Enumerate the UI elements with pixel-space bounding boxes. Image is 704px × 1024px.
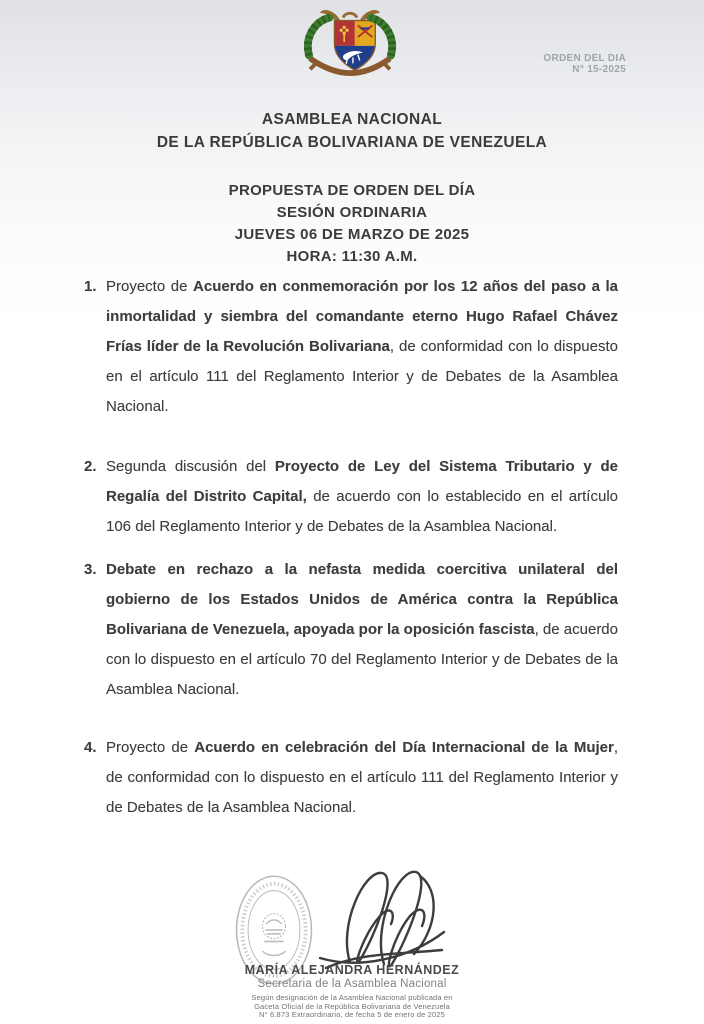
- agenda-item-text: Debate en rechazo a la nefasta medida coercitiva unilateral del gobierno de los Estados Unidos de América contra la República Bolivariana de Venezuela, apoyada por la oposición fascista, de acuerdo con lo dispuesto en el artículo 70 del Reglamento Interior y de Debates de la Asamblea Nacional.: [106, 561, 618, 698]
- session-date: JUEVES 06 DE MARZO DE 2025: [234, 226, 470, 243]
- agenda-item-text: Proyecto de Acuerdo en celebración del Día Internacional de la Mujer, de conformidad con lo dispuesto en el artículo 111 del Reglamento Interior y de Debates de la Asamblea Nacional.: [106, 739, 618, 816]
- doc-reference-number: N° 15-2025: [572, 64, 626, 75]
- doc-reference-title: ORDEN DEL DIA: [543, 53, 626, 64]
- signer-note-line-1: Según designación de la Asamblea Nacional publicada en: [251, 993, 453, 1002]
- agenda-item-text: Proyecto de Acuerdo en conmemoración por los 12 años del paso a la inmortalidad y siembra del comandante eterno Hugo Rafael Chávez Frías líder de la Revolución Bolivariana, de conformidad con lo dispuesto en el artículo 111 del Reglamento Interior y de Debates de la Asamblea Nacional.: [106, 278, 619, 415]
- signer-role: Secretaria de la Asamblea Nacional: [257, 978, 447, 990]
- agenda-item-number: 1.: [84, 278, 97, 295]
- title-block: [0, 180, 704, 268]
- agenda-list: [84, 272, 618, 823]
- org-header: [0, 108, 704, 154]
- agenda-item-number: 3.: [84, 561, 97, 578]
- agenda-item: [84, 272, 618, 422]
- agenda-item: [84, 452, 618, 542]
- venezuela-coat-of-arms-icon: [296, 5, 404, 77]
- session-time: HORA: 11:30 A.M.: [286, 248, 418, 265]
- signer-name: MARÍA ALEJANDRA HERNÁNDEZ: [244, 963, 460, 977]
- agenda-item: [84, 733, 618, 823]
- signer-note-line-2: Gaceta Oficial de la República Bolivariana de Venezuela: [254, 1001, 450, 1011]
- doc-reference-badge: [543, 53, 626, 75]
- session-type: SESIÓN ORDINARIA: [276, 204, 428, 221]
- signer-note-line-3: N° 6.873 Extraordinario, de fecha 5 de enero de 2025: [259, 1010, 445, 1019]
- agenda-item-number: 4.: [84, 739, 97, 756]
- agenda-item-number: 2.: [84, 458, 97, 475]
- agenda-item: [84, 555, 618, 705]
- doc-title: PROPUESTA DE ORDEN DEL DÍA: [228, 182, 476, 199]
- org-line-2: DE LA REPÚBLICA BOLIVARIANA DE VENEZUELA: [156, 134, 548, 151]
- org-line-1: ASAMBLEA NACIONAL: [261, 111, 443, 128]
- signer-note: [0, 994, 704, 1020]
- agenda-item-text: Segunda discusión del Proyecto de Ley del Sistema Tributario y de Regalía del Distrito Capital, de acuerdo con lo establecido en el artículo 106 del Reglamento Interior y de Debates de la Asamblea Nacional.: [106, 458, 618, 535]
